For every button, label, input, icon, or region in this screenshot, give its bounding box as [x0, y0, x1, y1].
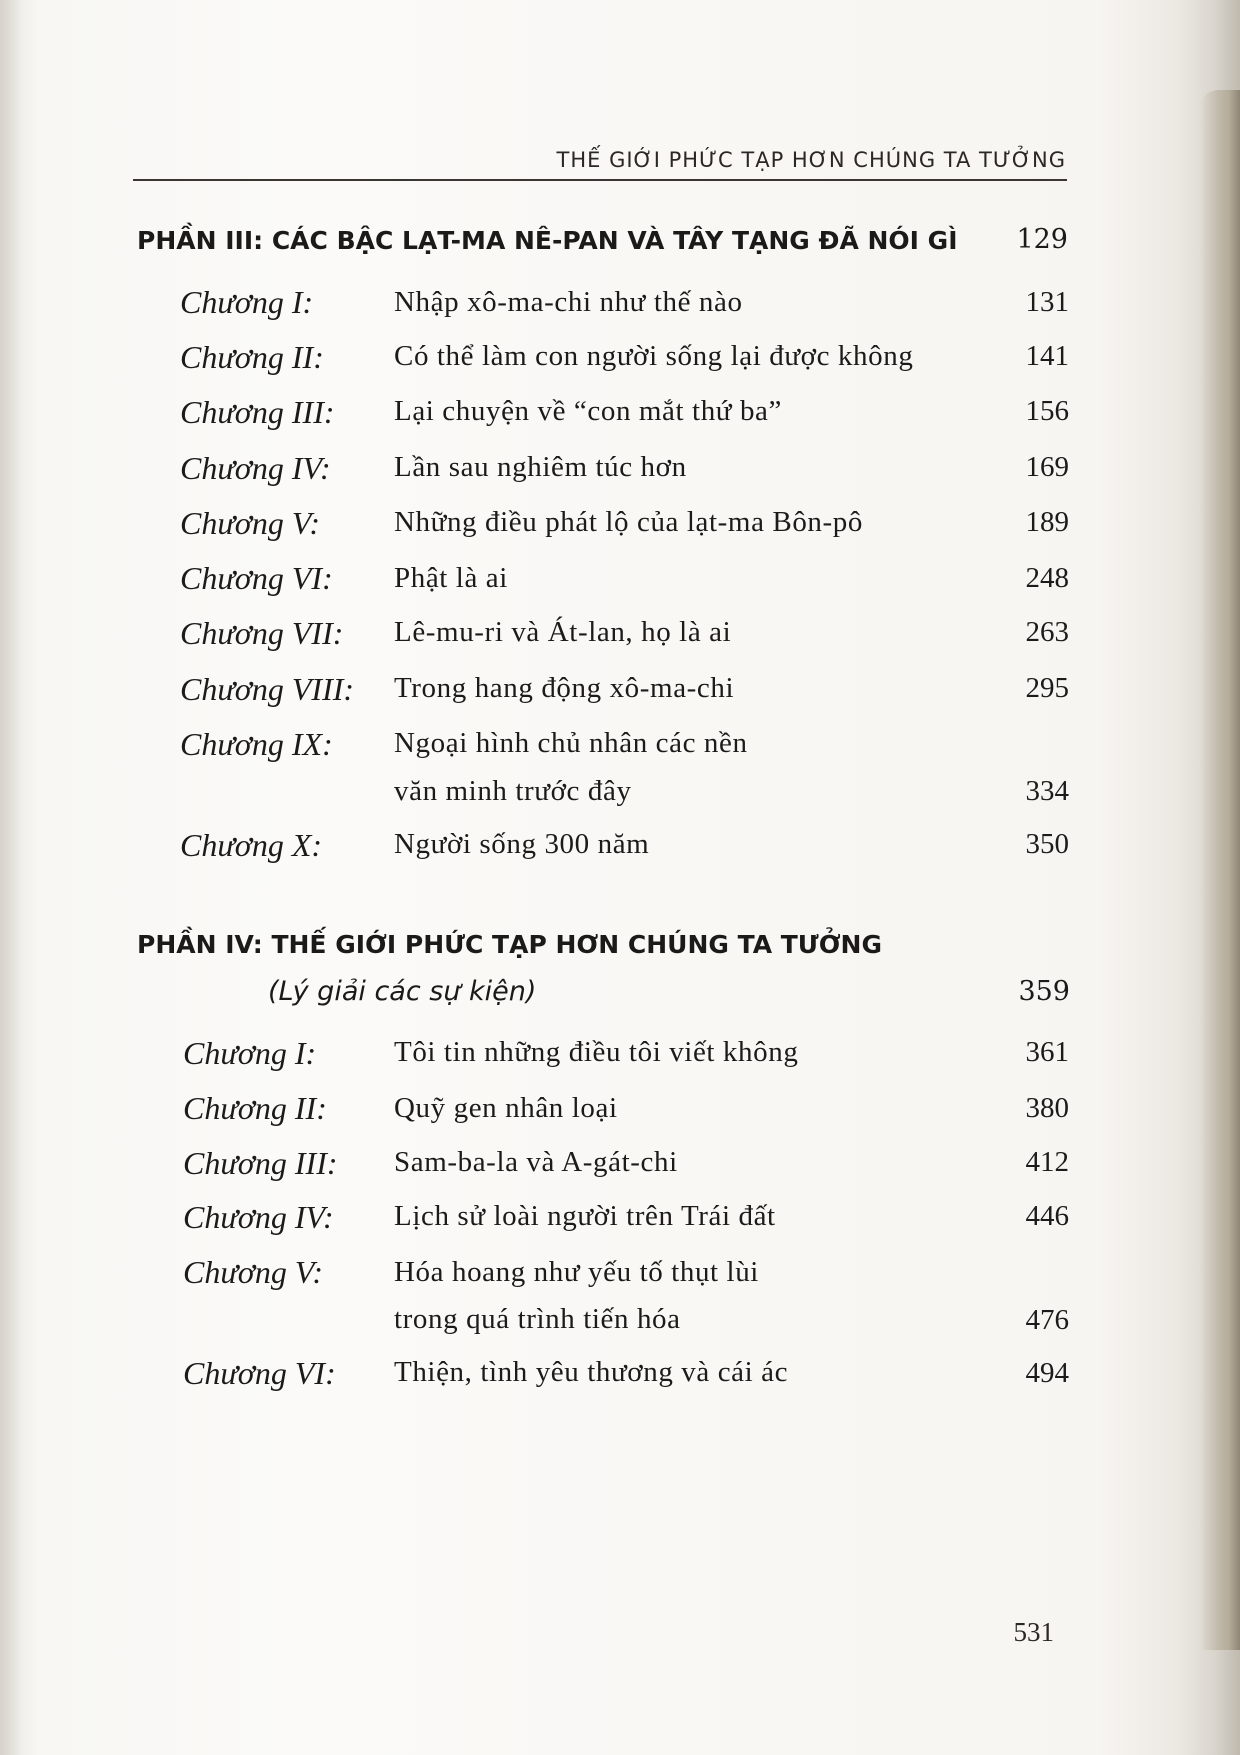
chapter-page: 295 [1025, 672, 1069, 704]
chapter-label: Chương III: [180, 394, 335, 430]
chapter-title: Có thể làm con người sống lại được không [394, 340, 914, 372]
chapter-title: Ngoại hình chủ nhân các nền [394, 727, 748, 759]
chapter-title: Người sống 300 năm [394, 828, 650, 860]
chapter-label: Chương X: [180, 827, 323, 863]
chapter-title: Lần sau nghiêm túc hơn [394, 451, 687, 483]
chapter-label: Chương VI: [183, 1355, 336, 1391]
chapter-page: 350 [1025, 828, 1069, 860]
part4-subtitle: (Lý giải các sự kiện) [268, 976, 537, 1007]
chapter-title: Thiện, tình yêu thương và cái ác [394, 1356, 789, 1388]
chapter-label: Chương IX: [180, 726, 333, 762]
chapter-title: Lịch sử loài người trên Trái đất [394, 1200, 776, 1232]
header-rule [133, 179, 1067, 181]
chapter-page: 361 [1025, 1036, 1069, 1068]
chapter-page: 141 [1025, 340, 1069, 372]
chapter-label: Chương V: [180, 505, 320, 541]
chapter-title: Phật là ai [394, 562, 508, 594]
chapter-label: Chương I: [183, 1035, 317, 1071]
chapter-page: 334 [1025, 775, 1069, 807]
chapter-page: 131 [1025, 286, 1069, 318]
chapter-label: Chương II: [180, 339, 324, 375]
chapter-title: Những điều phát lộ của lạt-ma Bôn-pô [394, 506, 863, 538]
chapter-page: 494 [1025, 1357, 1069, 1389]
page-gutter-shadow [0, 0, 22, 1755]
chapter-page: 169 [1025, 451, 1069, 483]
chapter-page: 412 [1025, 1146, 1069, 1178]
chapter-title: Nhập xô-ma-chi như thế nào [394, 286, 743, 318]
chapter-label: Chương VIII: [180, 671, 355, 707]
chapter-page: 380 [1025, 1092, 1069, 1124]
page-number: 531 [1013, 1617, 1054, 1647]
chapter-page: 248 [1025, 562, 1069, 594]
chapter-title-continued: trong quá trình tiến hóa [394, 1303, 681, 1335]
chapter-label: Chương IV: [180, 450, 331, 486]
chapter-title-continued: văn minh trước đây [394, 775, 632, 807]
chapter-title: Lê-mu-ri và Át-lan, họ là ai [394, 616, 732, 648]
chapter-label: Chương V: [183, 1254, 323, 1290]
chapter-label: Chương II: [183, 1090, 327, 1126]
chapter-title: Lại chuyện về “con mắt thứ ba” [394, 395, 783, 427]
chapter-label: Chương VI: [180, 560, 333, 596]
chapter-title: Sam-ba-la và A-gát-chi [394, 1146, 678, 1178]
chapter-label: Chương IV: [183, 1199, 334, 1235]
page-edge-shadow [1200, 90, 1240, 1650]
chapter-page: 156 [1025, 395, 1069, 427]
chapter-title: Tôi tin những điều tôi viết không [394, 1036, 799, 1068]
chapter-label: Chương I: [180, 284, 314, 320]
part3-title: PHẦN III: CÁC BẬC LẠT-MA NÊ-PAN VÀ TÂY TẠNG ĐÃ NÓI GÌ [137, 226, 958, 255]
chapter-title: Hóa hoang như yếu tố thụt lùi [394, 1256, 759, 1288]
part4-title: PHẦN IV: THẾ GIỚI PHỨC TẠP HƠN CHÚNG TA TƯỞNG [137, 930, 882, 959]
running-head: THẾ GIỚI PHỨC TẠP HƠN CHÚNG TA TƯỞNG [556, 148, 1066, 172]
chapter-page: 446 [1025, 1200, 1069, 1232]
chapter-label: Chương III: [183, 1145, 338, 1181]
chapter-page: 263 [1025, 616, 1069, 648]
chapter-page: 476 [1025, 1304, 1069, 1336]
part4-page: 359 [1018, 976, 1070, 1007]
chapter-page: 189 [1025, 506, 1069, 538]
chapter-title: Quỹ gen nhân loại [394, 1092, 618, 1124]
part3-page: 129 [1016, 224, 1068, 255]
chapter-label: Chương VII: [180, 615, 344, 651]
chapter-title: Trong hang động xô-ma-chi [394, 672, 735, 704]
